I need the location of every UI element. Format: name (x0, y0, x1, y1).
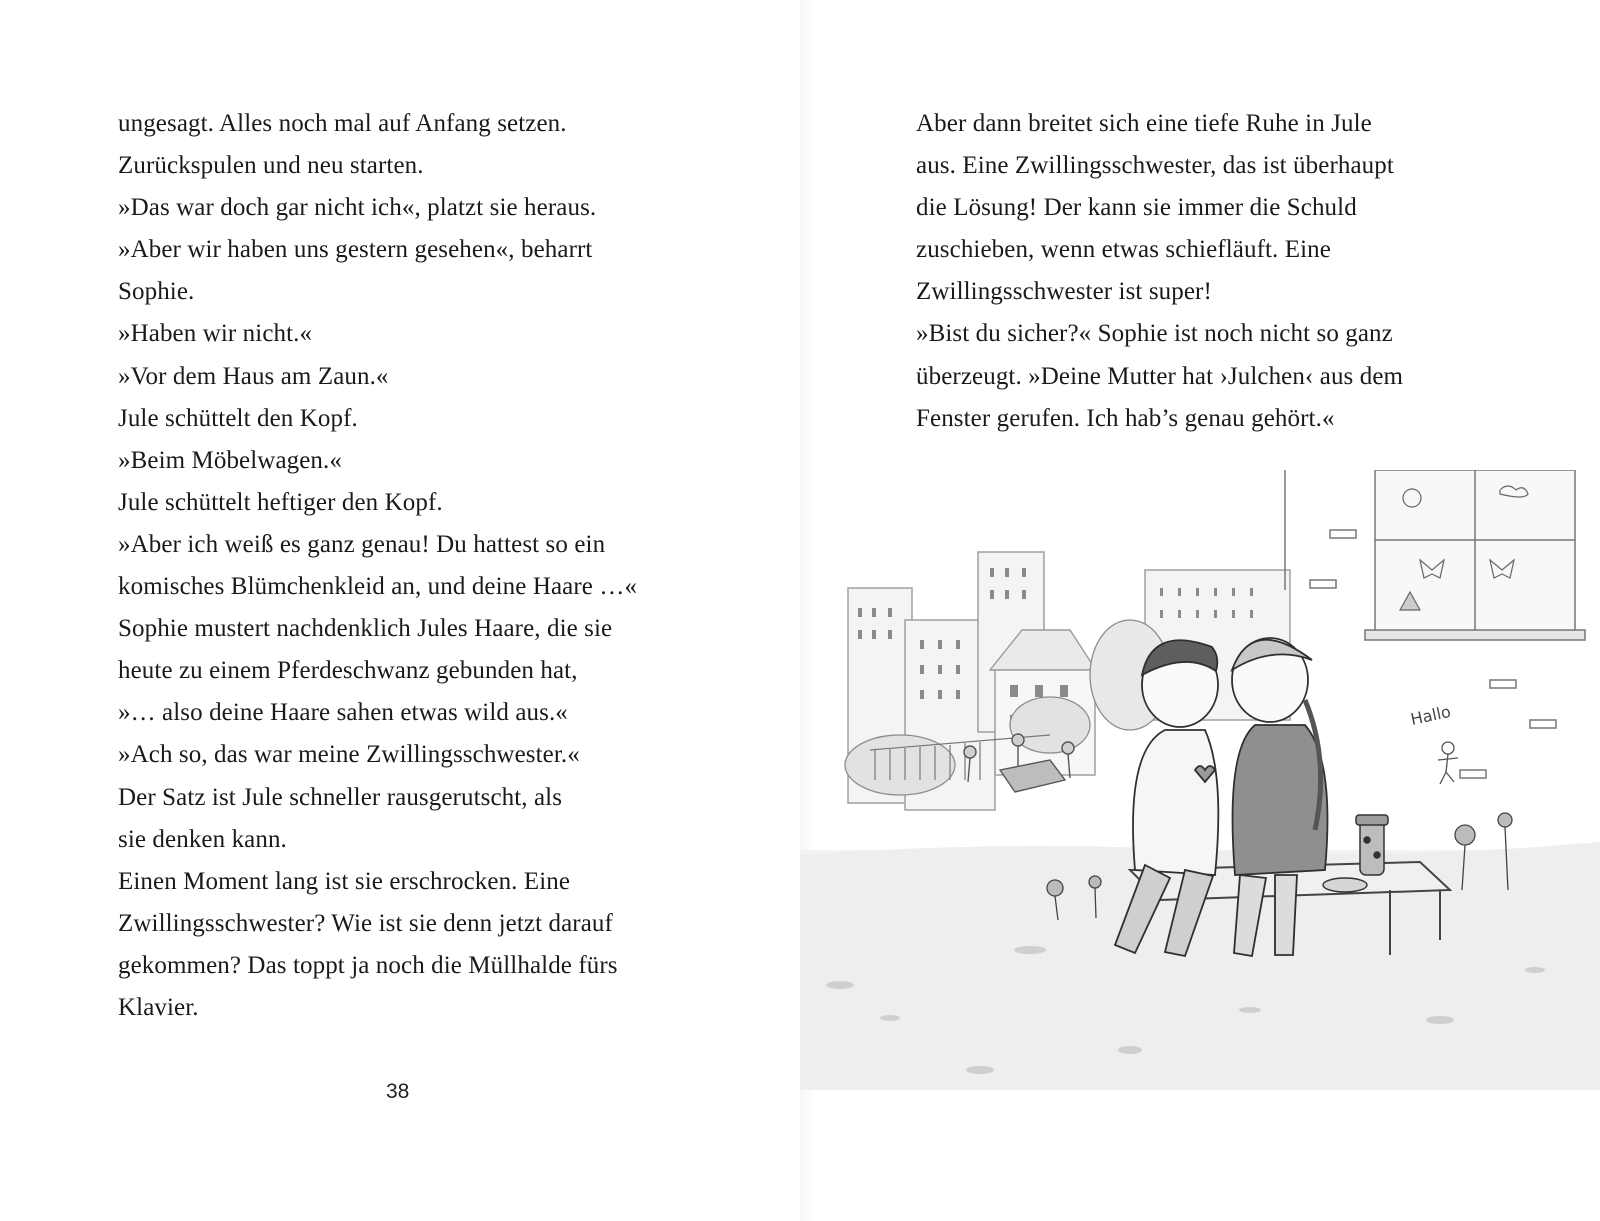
illustration-girls-on-bench (800, 470, 1600, 1090)
text-line: Jule schüttelt heftiger den Kopf. (118, 488, 443, 516)
text-line: Sophie. (118, 278, 195, 306)
wall (1285, 470, 1585, 778)
wall-graffiti-text: Hallo (1408, 701, 1453, 729)
text-line: »Aber wir haben uns gestern gesehen«, beharrt (118, 236, 593, 264)
bowl (1323, 878, 1367, 892)
text-line: Sophie mustert nachdenklich Jules Haare, die sie (118, 615, 613, 643)
text-line: zuschieben, wenn etwas schiefläuft. Eine (916, 236, 1331, 264)
text-line: aus. Eine Zwillingsschwester, das ist überhaupt (916, 152, 1394, 180)
text-line: »Vor dem Haus am Zaun.« (118, 362, 389, 390)
text-line: »Das war doch gar nicht ich«, platzt sie heraus. (118, 194, 597, 222)
text-line: Fenster gerufen. Ich hab’s genau gehört.« (916, 404, 1335, 432)
text-line: »Aber ich weiß es ganz genau! Du hattest so ein (118, 530, 606, 558)
text-line: Der Satz ist Jule schneller rausgerutscht, als (118, 783, 563, 811)
illustration-svg (800, 470, 1600, 1090)
thermos (1356, 815, 1388, 875)
text-line: Klavier. (118, 993, 199, 1021)
text-line: ungesagt. Alles noch mal auf Anfang setzen. (118, 110, 567, 137)
text-line: Zwillingsschwester ist super! (916, 278, 1212, 306)
girl-jule-shirt (1133, 730, 1218, 875)
right-page-text (916, 103, 1516, 440)
text-line: gekommen? Das toppt ja noch die Müllhalde fürs (118, 951, 618, 979)
text-line: sie denken kann. (118, 825, 287, 853)
text-line: »Bist du sicher?« Sophie ist noch nicht so ganz (916, 320, 1393, 348)
text-line: »Haben wir nicht.« (118, 320, 313, 348)
window-sill (1365, 630, 1585, 640)
text-line: überzeugt. »Deine Mutter hat ›Julchen‹ aus dem (916, 362, 1404, 390)
text-line: Einen Moment lang ist sie erschrocken. Eine (118, 867, 571, 895)
text-line: die Lösung! Der kann sie immer die Schuld (916, 194, 1357, 222)
text-line: heute zu einem Pferdeschwanz gebunden hat, (118, 657, 578, 685)
stick-figure-icon (1438, 742, 1458, 784)
text-line: »Ach so, das war meine Zwillingsschwester.« (118, 741, 580, 769)
right-page (800, 0, 1600, 1221)
text-line: Aber dann breitet sich eine tiefe Ruhe in Jule (916, 110, 1372, 137)
text-line: Jule schüttelt den Kopf. (118, 404, 358, 432)
page-number: 38 (386, 1080, 410, 1103)
text-line: komisches Blümchenkleid an, und deine Haare …« (118, 573, 638, 601)
girl-sophie-cardigan (1233, 725, 1328, 875)
text-line: »… also deine Haare sahen etwas wild aus.« (118, 699, 568, 727)
text-line: Zurückspulen und neu starten. (118, 152, 424, 180)
left-page-text (118, 103, 718, 1029)
text-line: »Beim Möbelwagen.« (118, 446, 342, 474)
text-line: Zwillingsschwester? Wie ist sie denn jetzt darauf (118, 909, 613, 937)
